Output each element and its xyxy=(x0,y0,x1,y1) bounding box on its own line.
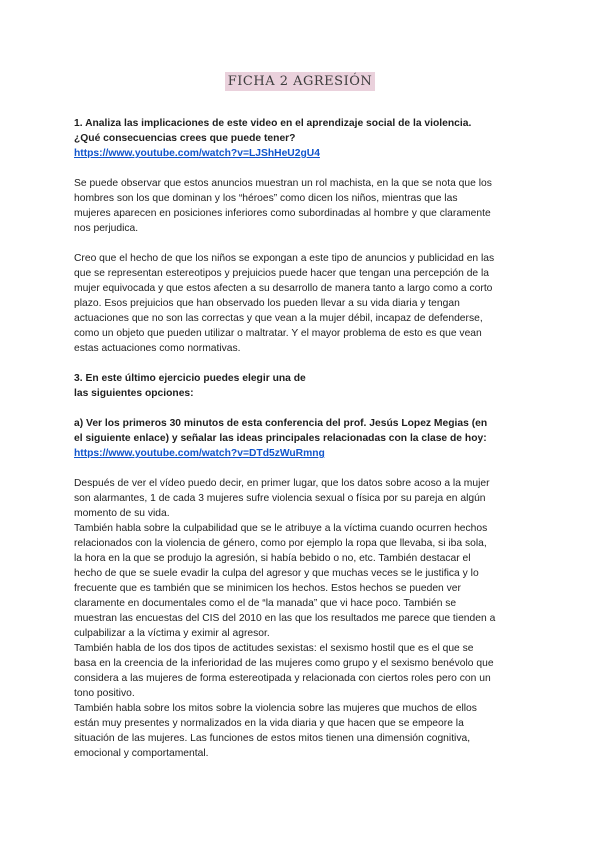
text-line: plazo. Esos prejuicios que han observado los pueden llevar a su vida diaria y tengan xyxy=(74,298,460,309)
question-1-paragraph-1 xyxy=(74,176,534,236)
text-line: considera a las mujeres de forma estereotipada y relacionada con ciertos roles pero con un xyxy=(74,673,491,684)
text-line: muestran las encuestas del CIS del 2010 en las que los resultados me parece que tienden a xyxy=(74,613,496,624)
text-line: También habla sobre la culpabilidad que se le atribuye a la víctima cuando ocurren hechos xyxy=(74,523,488,534)
text-line: momento de su vida. xyxy=(74,508,170,519)
text-line: Se puede observar que estos anuncios muestran un rol machista, en la que se nota que los xyxy=(74,178,492,189)
question-3-paragraph-4 xyxy=(74,701,534,761)
question-3-heading-line-2: las siguientes opciones: xyxy=(74,388,194,399)
text-line: frecuente que es también que se minimicen los hechos. Estos hechos se pueden ver xyxy=(74,583,461,594)
option-a-line-2: el siguiente enlace) y señalar las ideas principales relacionadas con la clase de hoy: xyxy=(74,433,487,444)
document-body xyxy=(74,116,534,761)
text-line: basa en la creencia de la inferioridad de las mujeres como grupo y el sexismo benévolo que xyxy=(74,658,494,669)
text-line: son alarmantes, 1 de cada 3 mujeres sufre violencia sexual o física por su pareja en algún xyxy=(74,493,486,504)
text-line: que se representan estereotipos y prejuicios puede hacer que tengan una percepción de la xyxy=(74,268,490,279)
question-3-paragraph-1 xyxy=(74,476,534,521)
question-1-heading-line-2: ¿Qué consecuencias crees que puede tener? xyxy=(74,133,296,144)
text-line: También habla de los dos tipos de actitudes sexistas: el sexismo hostil que es el que se xyxy=(74,643,474,654)
question-1-paragraph-2 xyxy=(74,251,534,356)
text-line: actuaciones que no son las correctas y que vean a la mujer débil, incapaz de defenderse, xyxy=(74,313,483,324)
text-line: emocional y comportamental. xyxy=(74,748,209,759)
text-line: situación de las mujeres. Las funciones de estos mitos tienen una dimensión cognitiva, xyxy=(74,733,471,744)
text-line: culpabilizar a la víctima y eximir al agresor. xyxy=(74,628,270,639)
option-a-line-1: a) Ver los primeros 30 minutos de esta conferencia del prof. Jesús Lopez Megias (en xyxy=(74,418,488,429)
text-line: mujeres aparecen en posiciones inferiores como subordinadas al hombre y que claramente xyxy=(74,208,491,219)
text-line: Después de ver el vídeo puedo decir, en primer lugar, que los datos sobre acoso a la mujer xyxy=(74,478,490,489)
text-line: mujer equivocada y que estos afecten a su desarrollo de manera tanto a largo como a corto xyxy=(74,283,493,294)
text-line: tono positivo. xyxy=(74,688,135,699)
question-3-paragraph-2 xyxy=(74,521,534,641)
text-line: Creo que el hecho de que los niños se expongan a este tipo de anuncios y publicidad en las xyxy=(74,253,495,264)
text-line: hecho de que se suele evadir la culpa del agresor y que muchas veces se le justifica y lo xyxy=(74,568,479,579)
text-line: También habla sobre los mitos sobre la violencia sobre las mujeres que muchos de ellos xyxy=(74,703,477,714)
page-title: FICHA 2 AGRESIÓN xyxy=(225,72,376,91)
question-3-paragraph-3 xyxy=(74,641,534,701)
question-3-heading-line-1: 3. En este último ejercicio puedes elegir una de xyxy=(74,373,306,384)
text-line: claramente en documentales como el de “la manada” que vi hace poco. También se xyxy=(74,598,457,609)
question-1-heading-line-1: 1. Analiza las implicaciones de este video en el aprendizaje social de la violencia. xyxy=(74,118,472,129)
text-line: relacionados con la violencia de género, como por ejemplo la ropa que llevaba, si iba sola, xyxy=(74,538,487,549)
question-3-video-link[interactable]: https://www.youtube.com/watch?v=DTd5zWuRmng xyxy=(74,448,325,459)
text-line: están muy presentes y normalizados en la vida diaria y que hacen que se empeore la xyxy=(74,718,464,729)
question-1-video-link[interactable]: https://www.youtube.com/watch?v=LJShHeU2gU4 xyxy=(74,148,320,159)
text-line: la hora en la que se produjo la agresión, si había bebido o no, etc. También destacar el xyxy=(74,553,471,564)
title-wrap xyxy=(0,72,600,91)
text-line: hombres son los que dominan y los “héroes” como dicen los niños, mientras que las xyxy=(74,193,458,204)
text-line: como un objeto que pueden utilizar o maltratar. Y el mayor problema de esto es que vean xyxy=(74,328,482,339)
text-line: estas actuaciones como normativas. xyxy=(74,343,241,354)
text-line: nos perjudica. xyxy=(74,223,139,234)
